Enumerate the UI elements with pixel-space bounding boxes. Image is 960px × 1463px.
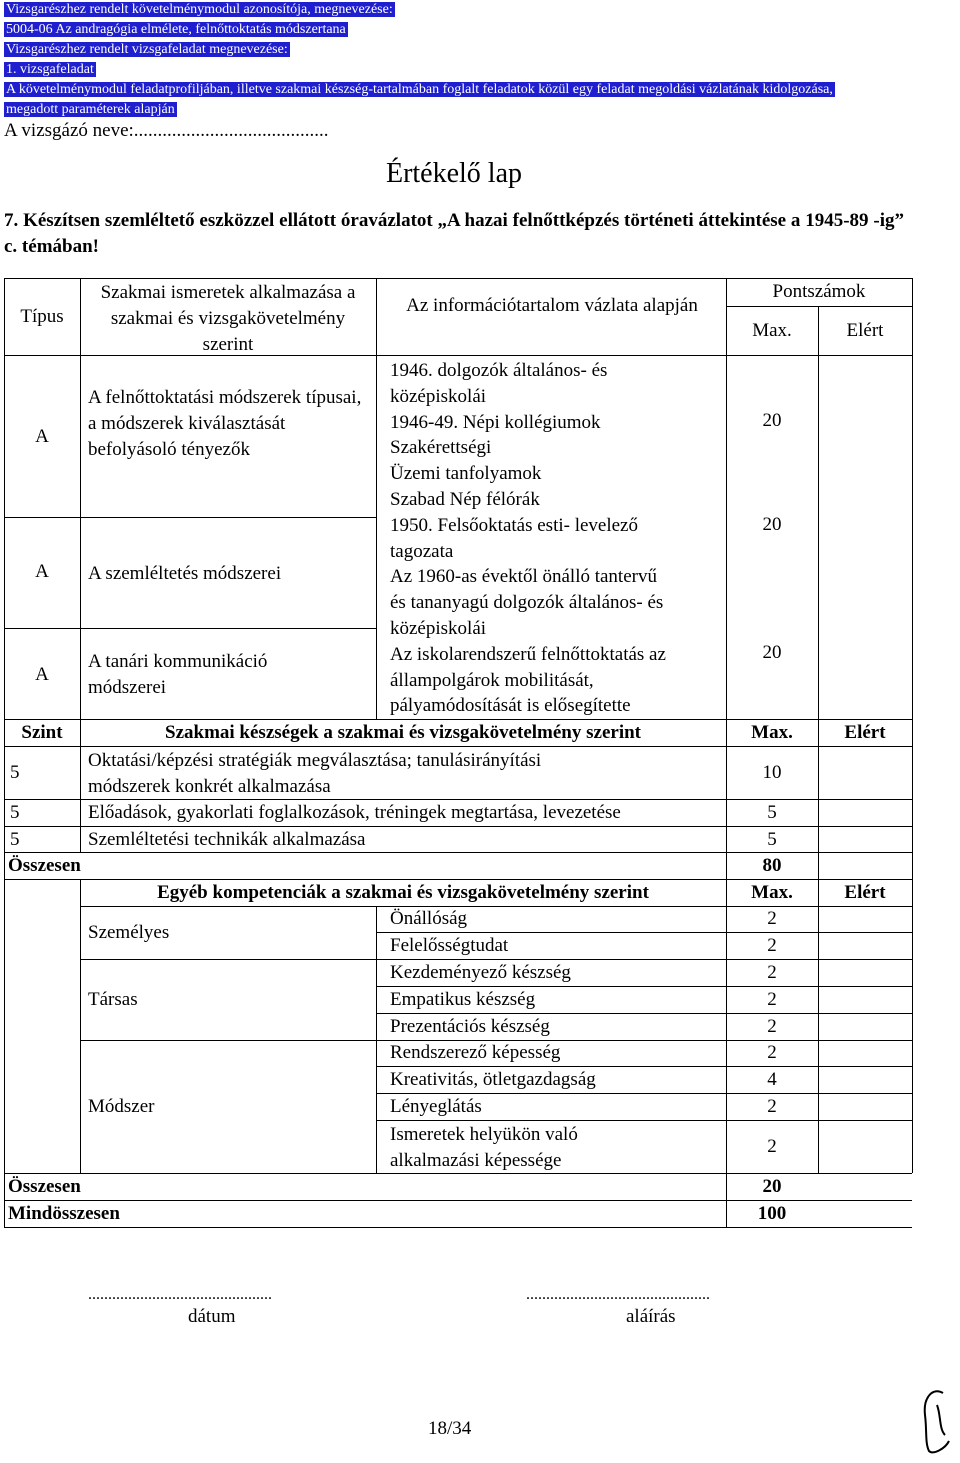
outline-line: állampolgárok mobilitását,: [390, 669, 594, 691]
achieved-column-header: Elért: [844, 722, 886, 743]
competency-group: Módszer: [88, 1096, 155, 1117]
competency-item: Kezdeményező készség: [390, 962, 571, 983]
competency-group: Társas: [88, 989, 138, 1010]
examinee-name-field: A vizsgázó neve:.........................................: [4, 120, 329, 141]
points-column-header: Pontszámok: [772, 281, 866, 302]
grand-total-label: Mindösszesen: [8, 1203, 120, 1224]
competency-text-line: alkalmazási képessége: [390, 1150, 562, 1171]
competency-text-line: Ismeretek helyükön való: [390, 1124, 578, 1145]
max-points: 2: [767, 962, 777, 983]
max-points: 5: [767, 829, 777, 850]
level-column-header: Szint: [21, 722, 63, 743]
max-column-header: Max.: [752, 320, 792, 341]
outline-content: [390, 358, 724, 719]
skills-total-label: Összesen: [8, 855, 81, 876]
max-points: 10: [762, 762, 782, 783]
outline-line: középiskolái: [390, 617, 487, 639]
competency-item: Prezentációs készség: [390, 1016, 550, 1037]
outline-column-header: Az információtartalom vázlata alapján: [406, 295, 698, 316]
outline-line: 1946. dolgozók általános- és: [390, 360, 608, 381]
outline-line: 1950. Felsőoktatás esti- levelező: [390, 514, 638, 536]
outline-line: Szakérettségi: [390, 437, 492, 459]
header-line: megadott paraméterek alapján: [6, 102, 175, 117]
knowledge-item: A tanári kommunikáció módszerei: [88, 651, 268, 698]
page-title: Értékelő lap: [385, 158, 523, 189]
skill-item: Előadások, gyakorlati foglalkozások, tréningek megtartása, levezetése: [88, 802, 621, 823]
max-points: 2: [767, 1042, 777, 1063]
max-points: 20: [762, 410, 782, 431]
skill-level: 5: [10, 762, 20, 783]
competencies-total-label: Összesen: [8, 1176, 81, 1197]
competencies-column-header: Egyéb kompetenciák a szakmai és vizsgakövetelmény szerint: [157, 882, 649, 903]
skill-level: 5: [10, 829, 20, 850]
competency-item: Felelősségtudat: [390, 935, 509, 956]
row-type: A: [35, 664, 49, 685]
max-points: 2: [767, 989, 777, 1010]
header-line: A követelménymodul feladatprofiljában, illetve szakmai készség-tartalmában foglalt feladatok közül egy feladat megoldási vázlatának kidolgozása,: [6, 82, 833, 97]
type-column-header: Típus: [20, 306, 64, 327]
max-points: 2: [767, 1136, 777, 1157]
skills-column-header: Szakmai készségek a szakmai és vizsgakövetelmény szerint: [165, 722, 641, 743]
max-points: 20: [762, 642, 782, 663]
date-label: dátum: [188, 1306, 236, 1327]
knowledge-column-header: Szakmai ismeretek alkalmazása a szakmai és vizsgakövetelmény szerint: [100, 282, 356, 355]
outline-line: Szabad Nép félórák: [390, 488, 540, 510]
max-points: 2: [767, 908, 777, 929]
skill-text-line: módszerek konkrét alkalmazása: [88, 776, 331, 797]
outline-line: Az iskolarendszerű felnőttoktatás az: [390, 643, 666, 665]
competency-item: Empatikus készség: [390, 989, 536, 1010]
max-points: 2: [767, 1016, 777, 1037]
header-line: Vizsgarészhez rendelt követelménymodul azonosítója, megnevezése:: [6, 2, 393, 17]
date-line: ..............................................: [88, 1286, 272, 1303]
skill-level: 5: [10, 802, 20, 823]
outline-line: 1946-49. Népi kollégiumok: [390, 411, 601, 433]
page-header: [4, 0, 954, 120]
competency-item: Rendszerező képesség: [390, 1042, 561, 1063]
outline-line: középiskolái: [390, 385, 487, 407]
outline-line: Üzemi tanfolyamok: [390, 463, 542, 485]
header-line: 5004-06 Az andragógia elmélete, felnőttoktatás módszertana: [6, 22, 346, 37]
outline-line: pályamódosítását is elősegítette: [390, 695, 631, 717]
knowledge-item: A felnőttoktatási módszerek típusai, a módszerek kiválasztását befolyásoló tényezők: [88, 387, 362, 460]
max-points: 20: [762, 514, 782, 535]
header-line: 1. vizsgafeladat: [6, 62, 94, 77]
header-line: Vizsgarészhez rendelt vizsgafeladat megnevezése:: [6, 42, 288, 57]
max-column-header: Max.: [751, 882, 793, 903]
skills-total-value: 80: [762, 855, 782, 876]
competencies-total-value: 20: [762, 1176, 782, 1197]
competency-item: [390, 1122, 578, 1174]
competency-item: Kreativitás, ötletgazdagság: [390, 1069, 596, 1090]
competency-item: Lényeglátás: [390, 1096, 482, 1117]
competency-group: Személyes: [88, 922, 170, 943]
competency-item: Önállóság: [390, 908, 468, 929]
max-column-header: Max.: [751, 722, 793, 743]
outline-line: tagozata: [390, 540, 454, 562]
signature-label: aláírás: [626, 1306, 676, 1327]
skill-text-line: Oktatási/képzési stratégiák megválasztása; tanulásirányítási: [88, 750, 542, 771]
max-points: 5: [767, 802, 777, 823]
achieved-column-header: Elért: [844, 882, 886, 903]
outline-line: Az 1960-as évektől önálló tantervű: [390, 566, 657, 588]
task-description: 7. Készítsen szemléltető eszközzel ellátott óravázlatot „A hazai felnőttképzés történeti áttekintése a 1945-89 -ig” c. témában!: [4, 210, 904, 257]
outline-line: és tananyagú dolgozók általános- és: [390, 592, 664, 614]
skill-item: [88, 748, 541, 800]
knowledge-item: A szemléltetés módszerei: [88, 563, 282, 584]
skill-item: Szemléltetési technikák alkalmazása: [88, 829, 366, 850]
grand-total-value: 100: [757, 1203, 787, 1224]
max-points: 2: [767, 935, 777, 956]
max-points: 4: [767, 1069, 777, 1090]
handwritten-signature-icon: [915, 1385, 955, 1461]
signature-line: ..............................................: [526, 1286, 710, 1303]
achieved-column-header: Elért: [846, 320, 884, 341]
row-type: A: [35, 426, 49, 447]
page-number: 18/34: [428, 1418, 472, 1439]
row-type: A: [35, 561, 49, 582]
max-points: 2: [767, 1096, 777, 1117]
